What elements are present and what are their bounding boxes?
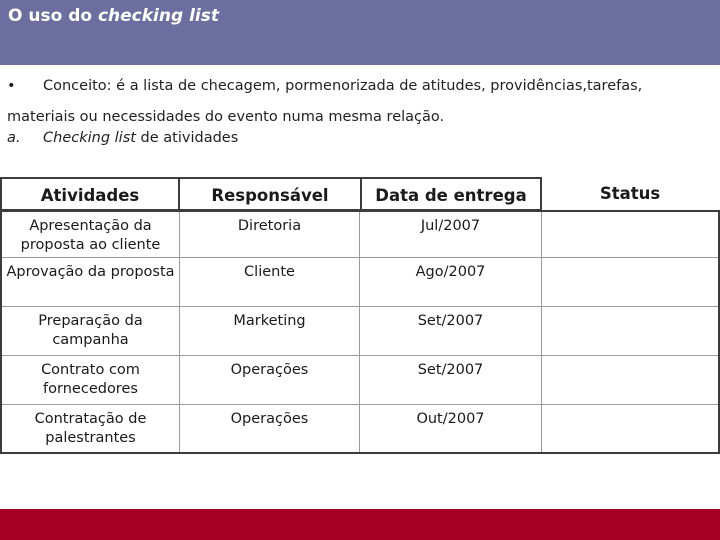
cell-responsavel: Marketing <box>180 307 360 355</box>
cell-status <box>542 405 718 452</box>
sub-italic: Checking list <box>43 130 136 146</box>
checklist-table <box>0 177 720 454</box>
bullet-text-line2: materiais ou necessidades do evento numa mesma relação. <box>7 109 445 125</box>
table-header <box>0 177 720 211</box>
sub-marker: a. <box>7 130 21 146</box>
bullet-marker: • <box>7 78 16 94</box>
cell-data: Out/2007 <box>360 405 542 452</box>
cell-responsavel: Operações <box>180 356 360 404</box>
cell-data: Jul/2007 <box>360 212 542 257</box>
table-row <box>2 404 718 452</box>
cell-data: Set/2007 <box>360 356 542 404</box>
cell-atividade: Contratação de palestrantes <box>2 405 180 452</box>
table-row <box>2 355 718 404</box>
table-row <box>2 257 718 306</box>
cell-responsavel: Cliente <box>180 258 360 306</box>
table-body <box>0 210 720 454</box>
sub-rest: de atividades <box>135 130 239 146</box>
cell-data: Ago/2007 <box>360 258 542 306</box>
cell-status <box>542 212 718 257</box>
cell-status <box>542 307 718 355</box>
bullet-text-line1: Conceito: é a lista de checagem, pormenorizada de atitudes, providências,tarefas, <box>43 78 643 94</box>
cell-status <box>542 356 718 404</box>
header-atividades: Atividades <box>0 177 180 211</box>
cell-responsavel: Operações <box>180 405 360 452</box>
table-row <box>2 306 718 355</box>
slide-title <box>8 6 219 26</box>
cell-status <box>542 258 718 306</box>
cell-atividade: Apresentação da proposta ao cliente <box>2 212 180 257</box>
title-italic: checking list <box>97 6 219 26</box>
cell-atividade: Aprovação da proposta <box>2 258 180 306</box>
header-responsavel: Responsável <box>178 177 362 211</box>
footer-bar <box>0 509 720 540</box>
title-plain: O uso do <box>8 6 98 26</box>
title-bar <box>0 0 720 65</box>
sub-item <box>7 130 238 146</box>
cell-atividade: Contrato com fornecedores <box>2 356 180 404</box>
header-status: Status <box>599 184 661 203</box>
table-row <box>2 212 718 257</box>
cell-data: Set/2007 <box>360 307 542 355</box>
bullet-paragraph <box>7 71 712 133</box>
cell-responsavel: Diretoria <box>180 212 360 257</box>
header-data-entrega: Data de entrega <box>360 177 542 211</box>
cell-atividade: Preparação da campanha <box>2 307 180 355</box>
